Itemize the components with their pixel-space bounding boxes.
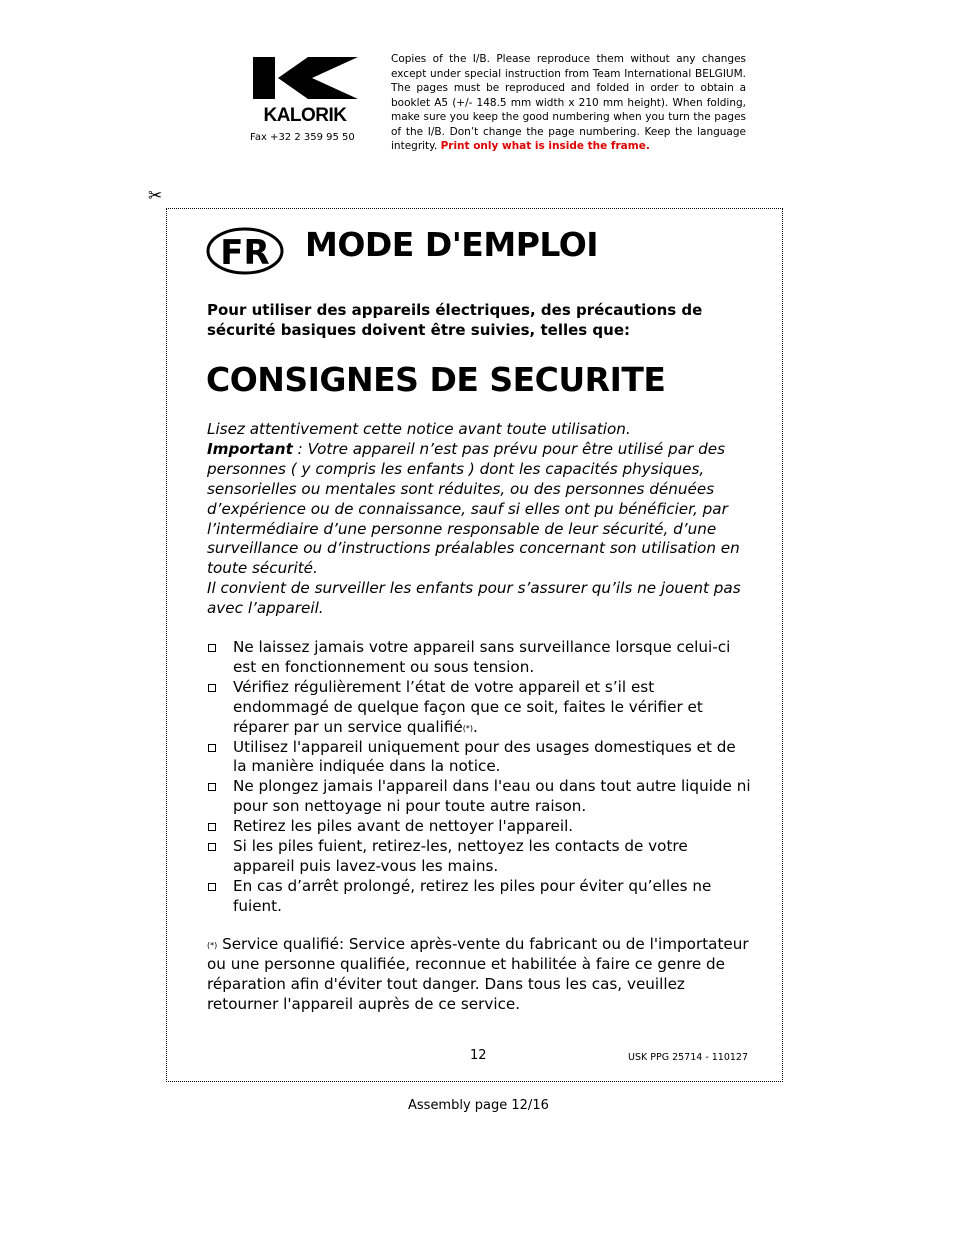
page-number: 12 — [470, 1048, 487, 1063]
warning-paragraph — [207, 420, 752, 619]
list-item — [207, 738, 752, 778]
list-item — [207, 678, 752, 738]
list-item — [207, 837, 752, 877]
printing-instructions-text: Copies of the I/B. Please reproduce them without any changes except under special instruction from Team International BELGIUM. The pages must be reproduced and folded in order to obtain a booklet A5 (+/- 148.5 mm width x 210 mm height). When folding, make sure you keep the good numbering when you turn the pages of the I/B. Don’t change the page numbering. Keep the language integrity. — [391, 53, 746, 152]
read-instructions-line: Lisez attentivement cette notice avant toute utilisation. — [207, 420, 631, 438]
assembly-page: Assembly page 12/16 — [408, 1098, 549, 1113]
scissors-icon: ✂ — [148, 186, 163, 206]
checkbox-bullet-icon — [208, 644, 216, 652]
list-item — [207, 777, 752, 817]
service-footnote — [207, 935, 752, 1015]
logo-text: KALORIK — [263, 105, 347, 126]
safety-list — [207, 638, 752, 917]
language-code: FR — [220, 233, 270, 273]
print-frame-warning: Print only what is inside the frame — [440, 140, 646, 152]
language-badge — [206, 227, 286, 275]
list-item — [207, 817, 752, 837]
checkbox-bullet-icon — [208, 744, 216, 752]
checkbox-bullet-icon — [208, 823, 216, 831]
print-frame-warning-end: . — [645, 140, 650, 152]
intro-text: Pour utiliser des appareils électriques, des précautions de sécurité basiques doivent être suivies, telles que: — [207, 301, 703, 339]
footnote-marker: (*) — [462, 723, 474, 733]
checkbox-bullet-icon — [208, 883, 216, 891]
list-item — [207, 638, 752, 678]
main-title: CONSIGNES DE SECURITE — [206, 360, 666, 399]
list-item-text: Si les piles fuient, retirez-les, nettoyez les contacts de votre appareil puis lavez-vous les mains. — [233, 837, 688, 875]
list-item-text: Ne laissez jamais votre appareil sans surveillance lorsque celui-ci est en fonctionnement ou sous tension. — [233, 638, 731, 676]
important-paragraph — [207, 440, 752, 579]
checkbox-bullet-icon — [208, 684, 216, 692]
document-code: USK PPG 25714 - 110127 — [628, 1052, 749, 1063]
list-item-text: Utilisez l'appareil uniquement pour des usages domestiques et de la manière indiquée dans la notice. — [233, 737, 736, 776]
list-item — [207, 877, 752, 917]
important-label: Important — [207, 439, 293, 458]
list-item-text: Ne plongez jamais l'appareil dans l'eau ou dans tout autre liquide ni pour son nettoyage ni pour toute autre raison. — [233, 777, 751, 816]
list-item-text: Vérifiez régulièrement l’état de votre appareil et s’il est endommagé de quelque façon que ce soit, faites le vérifier et réparer par un service qualifié — [233, 677, 703, 736]
children-warning: Il convient de surveiller les enfants pour s’assurer qu’ils ne jouent pas avec l’appareil. — [207, 579, 741, 618]
important-text: : Votre appareil n’est pas prévu pour être utilisé par des personnes ( y compris les enfants ) dont les capacités physiques, sensorielles ou mentales sont réduites, ou des personnes dénuées d’expérience ou de connaissance, sauf si elles ont pu bénéficier, par l’intermédiaire d’une personne responsable de leur sécurité, d’une surveillance ou d’instructions préalables concernant son utilisation en toute sécurité. — [207, 439, 740, 578]
section-title: MODE D'EMPLOI — [305, 225, 599, 264]
list-item-text: En cas d’arrêt prolongé, retirez les piles pour éviter qu’elles ne fuient. — [233, 876, 712, 915]
footnote-marker: (*) — [207, 941, 218, 950]
checkbox-bullet-icon — [208, 783, 216, 791]
list-item-end: . — [473, 717, 478, 736]
fax-number: Fax +32 2 359 95 50 — [250, 132, 355, 143]
printing-instructions — [391, 52, 746, 154]
service-text: Service qualifié: Service après-vente du fabricant ou de l'importateur ou une personne qualifiée, reconnue et habilitée à faire ce genre de réparation afin d'éviter tout danger. Dans tous les cas, veuillez retourner l'appareil auprès de ce service. — [207, 935, 749, 1013]
kalorik-logo — [250, 55, 360, 127]
checkbox-bullet-icon — [208, 843, 216, 851]
list-item-text: Retirez les piles avant de nettoyer l'appareil. — [233, 817, 574, 836]
